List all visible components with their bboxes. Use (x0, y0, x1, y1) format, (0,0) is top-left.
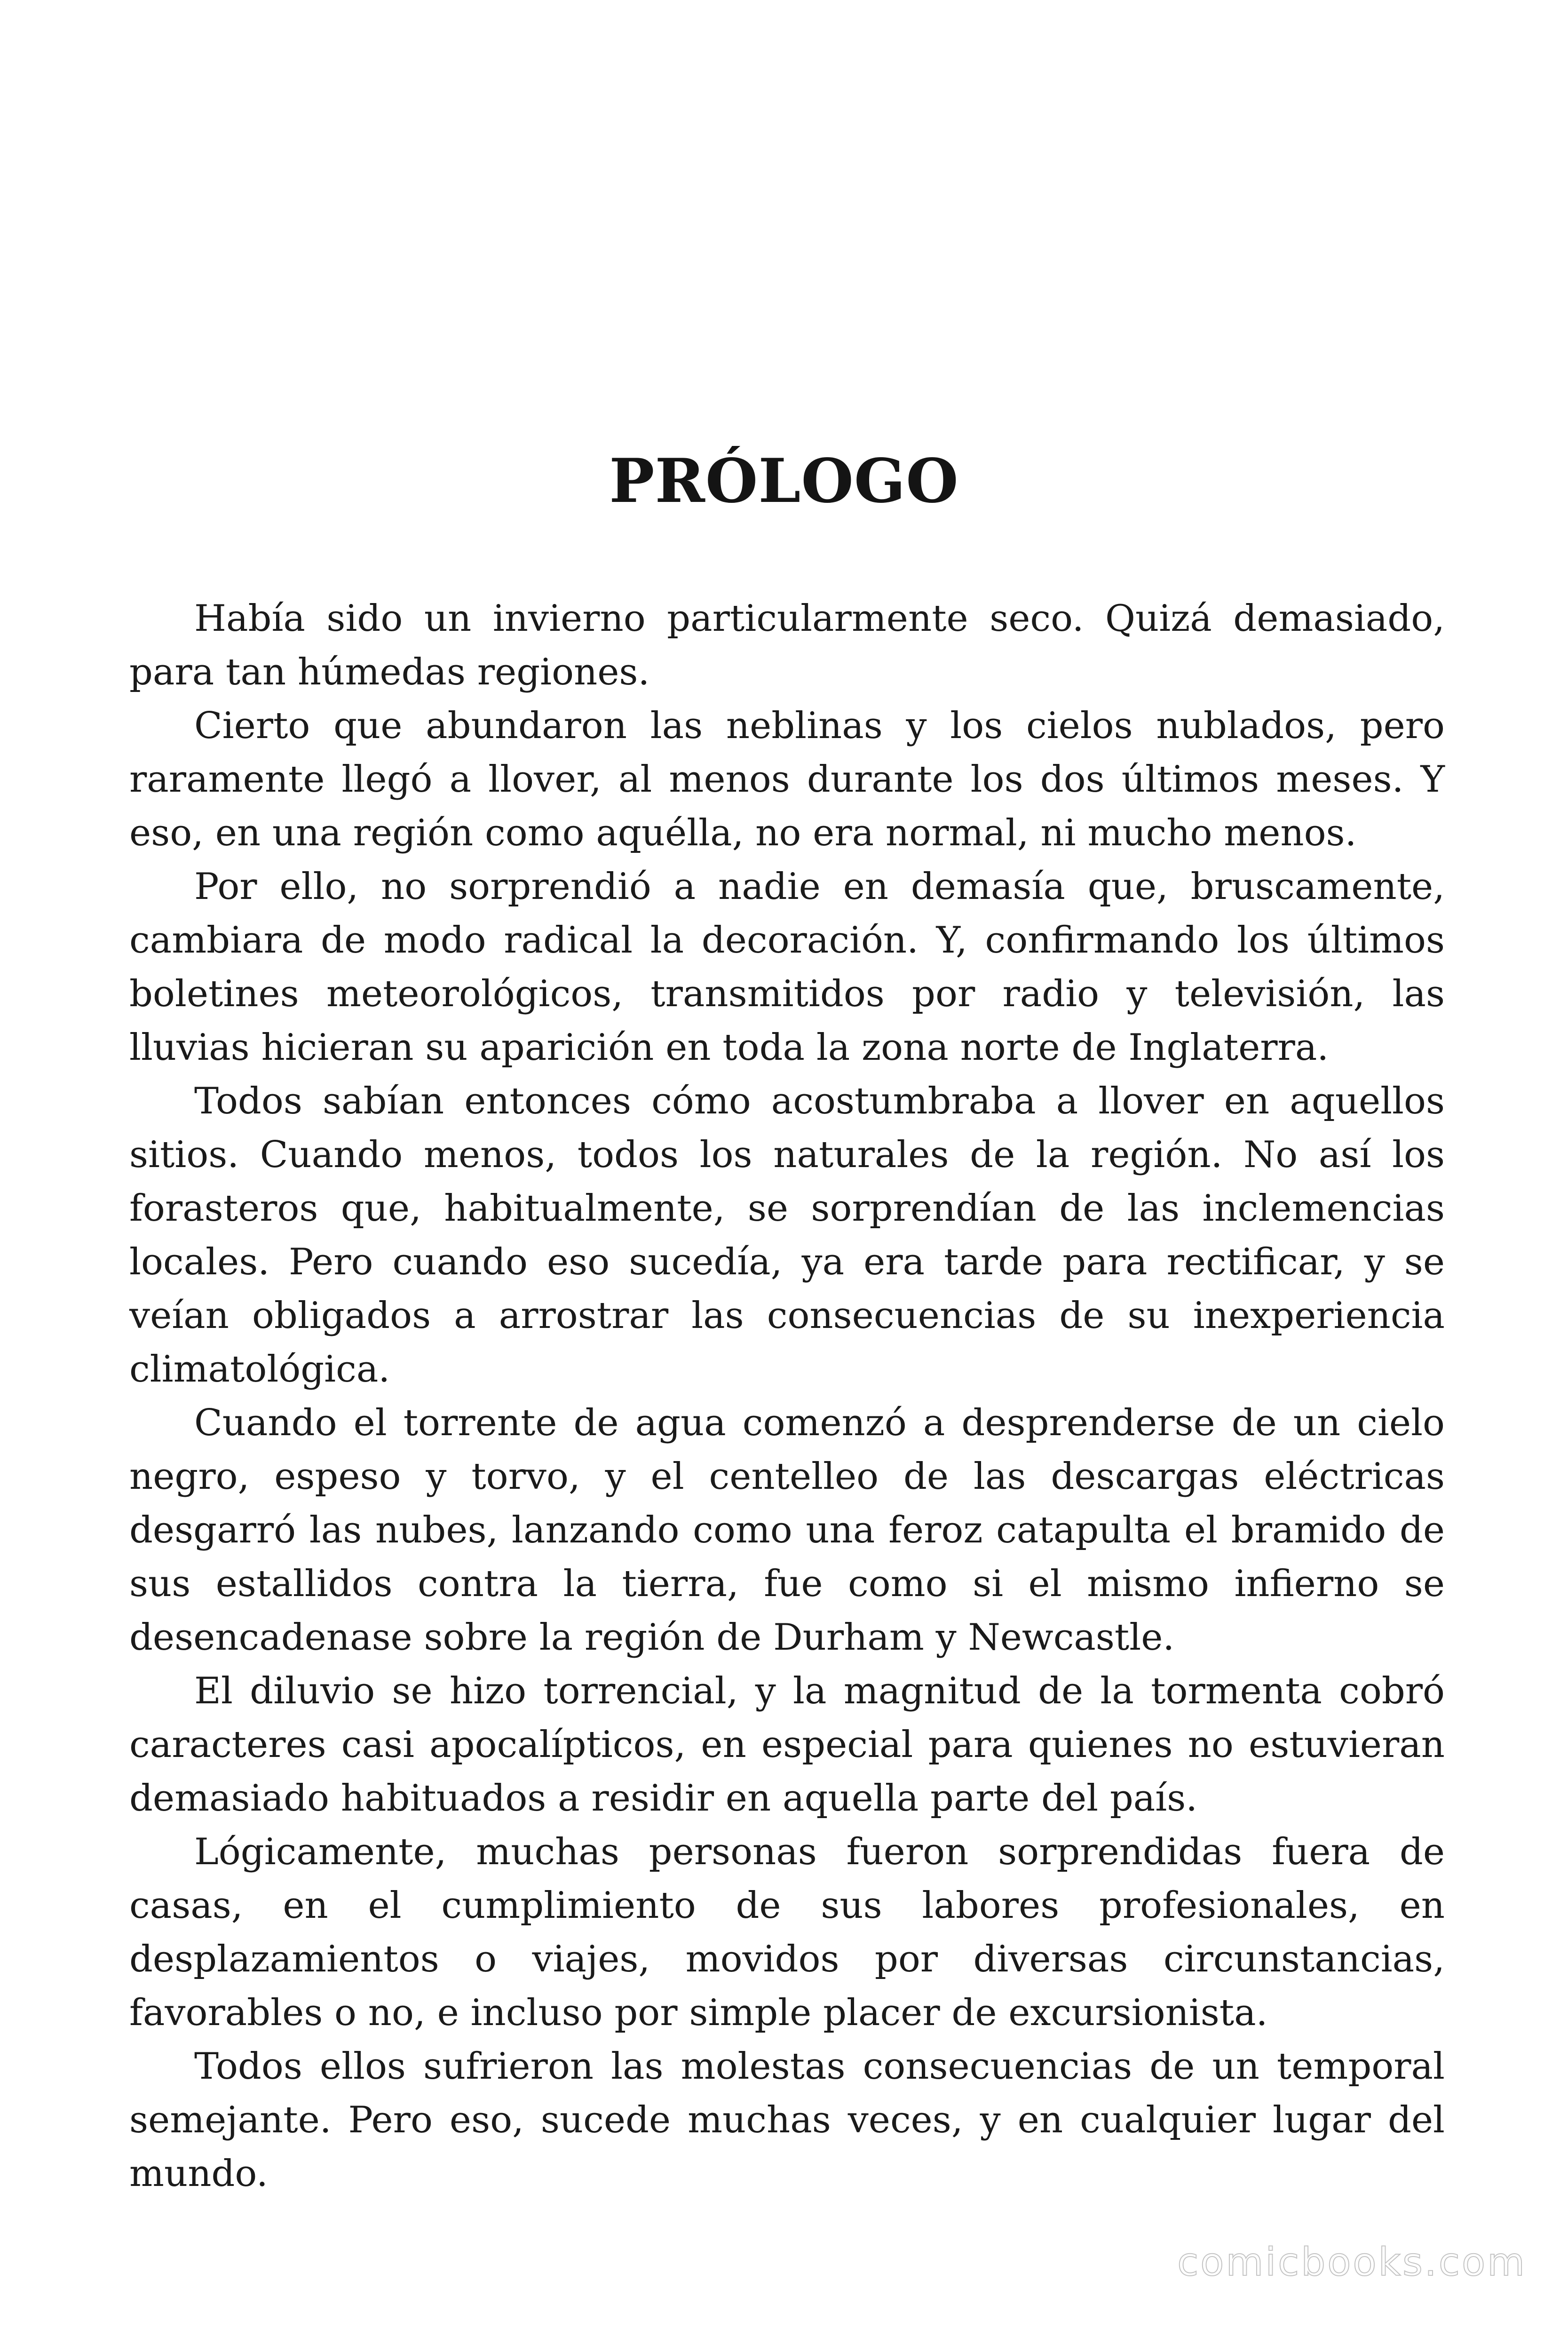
paragraph: Cuando el torrente de agua comenzó a desprenderse de un cielo negro, espeso y torvo, y el centelleo de las descargas eléctricas desgarró las nubes, lanzando como una feroz catapulta el bramido de sus estallidos contra la tierra, fue como si el mismo infierno se desencadenase sobre la región de Durham y Newcastle. (129, 1402, 1445, 1659)
paragraph: Lógicamente, muchas personas fueron sorprendidas fuera de casas, en el cumplimiento de sus labores profesionales, en desplazamientos o viajes, movidos por diversas circunstancias, favorables o no, e incluso por simple placer de excursionista. (129, 1831, 1445, 2034)
paragraph: El diluvio se hizo torrencial, y la magnitud de la tormenta cobró caracteres casi apocalípticos, en especial para quienes no estuvieran demasiado habituados a residir en aquella parte del país. (129, 1670, 1445, 1820)
paragraph: Por ello, no sorprendió a nadie en demasía que, bruscamente, cambiara de modo radical la decoración. Y, confirmando los últimos boletines meteorológicos, transmitidos por radio y televisión, las lluvias hicieran su aparición en toda la zona norte de Inglaterra. (129, 866, 1445, 1069)
watermark: comicbooks.com (1177, 2240, 1527, 2285)
chapter-body (129, 592, 1445, 2201)
chapter-title: PRÓLOGO (609, 446, 959, 516)
paragraph: Había sido un invierno particularmente seco. Quizá demasiado, para tan húmedas regiones. (129, 597, 1445, 693)
paragraph: Todos sabían entonces cómo acostumbraba a llover en aquellos sitios. Cuando menos, todos los naturales de la región. No así los forasteros que, habitualmente, se sorprendían de las inclemencias locales. Pero cuando eso sucedía, ya era tarde para rectificar, y se veían obligados a arrostrar las consecuencias de su inexperiencia climatológica. (129, 1080, 1445, 1391)
paragraph: Cierto que abundaron las neblinas y los cielos nublados, pero raramente llegó a llover, al menos durante los dos últimos meses. Y eso, en una región como aquélla, no era normal, ni mucho menos. (129, 705, 1445, 854)
paragraph: Todos ellos sufrieron las molestas consecuencias de un temporal semejante. Pero eso, sucede muchas veces, y en cualquier lugar del mundo. (129, 2045, 1445, 2195)
